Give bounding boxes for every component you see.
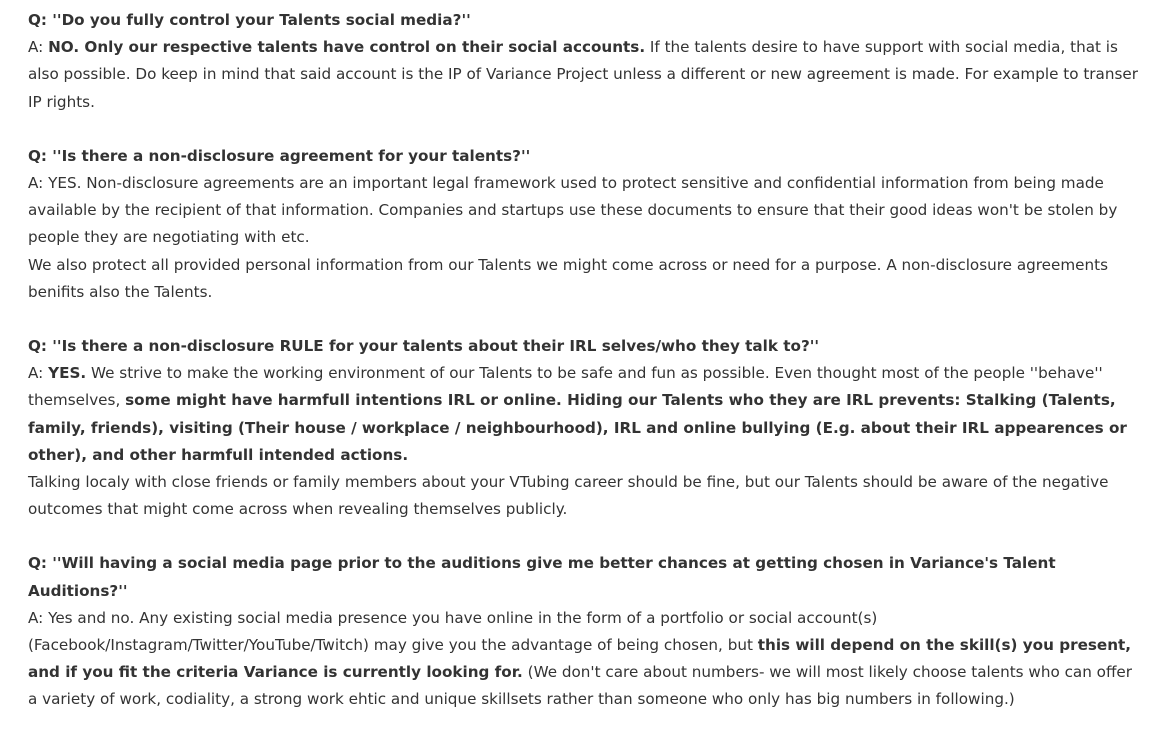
answer-text: A: (28, 364, 49, 383)
faq-answer-paragraph (28, 360, 1144, 469)
faq-answer-paragraph (28, 34, 1144, 116)
answer-bold-text: this will depend on the skill(s) you present, and if you fit the criteria Variance is currently looking for. (28, 636, 1132, 682)
faq-answer-paragraph (28, 252, 1144, 306)
faq-item (28, 333, 1144, 523)
answer-bold-text: YES. (48, 364, 87, 383)
faq-question: Q: ''Is there a non-disclosure RULE for your talents about their IRL selves/who they talk to?'' (28, 337, 820, 356)
faq-answer-paragraph (28, 605, 1144, 714)
answer-text: A: YES. Non-disclosure agreements are an important legal framework used to protect sensitive and confidential information from being made available by the recipient of that information. Companies and startups use these documents to ensure that their good ideas won't be stolen by people they are negotiating with etc. (28, 174, 1118, 247)
answer-text: We strive to make the working environment of our Talents to be safe and fun as possible. Even thought most of the people ''behave'' themselves, (28, 364, 1103, 410)
faq-question: Q: ''Do you fully control your Talents social media?'' (28, 11, 471, 29)
faq-answer-paragraph (28, 469, 1144, 523)
faq-question: Q: ''Is there a non-disclosure agreement for your talents?'' (28, 146, 531, 165)
answer-bold-text: some might have harmfull intentions IRL or online. Hiding our Talents who they are IRL prevents: Stalking (Talents, family, friends), visiting (Their house / workplace / neighbourhood), IRL and online bullying (E.g. about their IRL appearences or other), and other harmfull intended actions. (28, 391, 1127, 464)
faq-question: Q: ''Will having a social media page prior to the auditions give me better chances at getting chosen in Variance's Talent Auditions?'' (28, 554, 1056, 600)
answer-bold-text: NO. Only our respective talents have control on their social accounts. (48, 38, 646, 57)
answer-text: We also protect all provided personal information from our Talents we might come across or need for a purpose. A non-disclosure agreements benifits also the Talents. (28, 255, 1109, 301)
answer-text: If the talents desire to have support with social media, that is also possible. Do keep in mind that said account is the IP of Variance Project unless a different or new agreement is made. For example to transer IP rights. (28, 38, 1138, 111)
faq-item (28, 143, 1144, 306)
faq-item (28, 550, 1144, 713)
faq-answer-paragraph (28, 170, 1144, 252)
answer-text: A: Yes and no. Any existing social media presence you have online in the form of a portfolio or social account(s) (Facebook/Instagram/Twitter/YouTube/Twitch) may give you the advantage of being chosen, but (28, 608, 878, 655)
answer-text: A: (28, 38, 49, 57)
answer-text: (We don't care about numbers- we will most likely choose talents who can offer a variety of work, codiality, a strong work ehtic and unique skillsets rather than someone who only has big numbers in following.) (28, 663, 1133, 709)
faq-item (28, 7, 1144, 116)
faq-list (28, 7, 1144, 741)
answer-text: Talking localy with close friends or family members about your VTubing career should be fine, but our Talents should be aware of the negative outcomes that might come across when revealing themselves publicly. (28, 473, 1109, 519)
